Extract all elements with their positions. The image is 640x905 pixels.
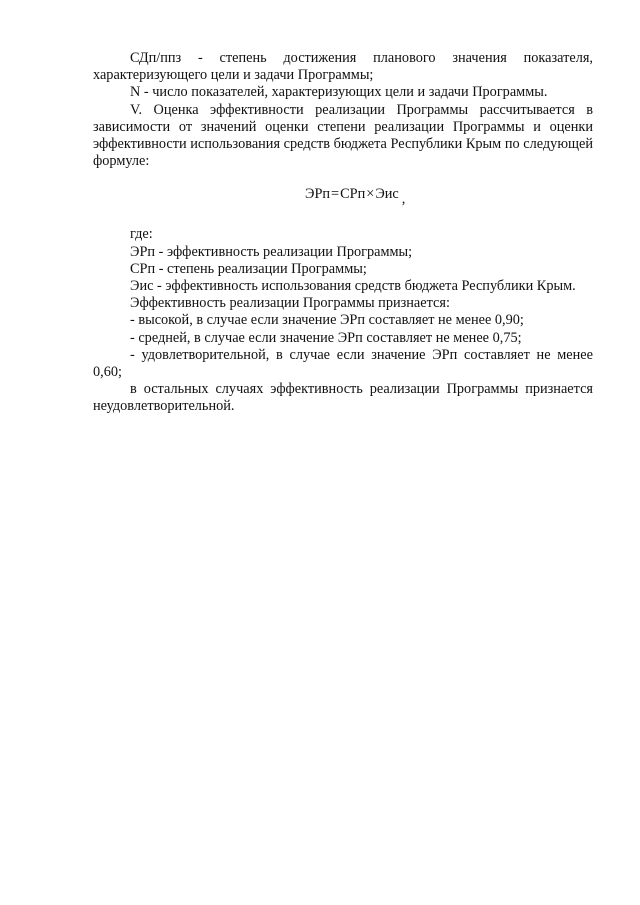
paragraph-sdp-definition: СДп/ппз - степень достижения планового значения показателя, характеризующего цели и задачи Программы; [93,50,593,84]
formula-row [93,170,593,226]
paragraph-erp-definition: ЭРп - эффективность реализации Программы; [130,243,413,260]
paragraph-unsatisfactory: в остальных случаях эффективность реализации Программы признается неудовлетворительной. [93,381,593,415]
formula-term1: СРп [340,186,366,203]
formula-equals: = [331,186,340,203]
formula-term2: Эис [375,186,399,203]
paragraph-recognized: Эффективность реализации Программы признается: [130,295,450,312]
paragraph-high: - высокой, в случае если значение ЭРп составляет не менее 0,90; [130,312,524,329]
paragraph-satisfactory: - удовлетворительной, в случае если значение ЭРп составляет не менее 0,60; [93,346,593,381]
paragraph-section-v: V. Оценка эффективности реализации Программы рассчитывается в зависимости от значений оценки степени реализации Программы и оценки эффективности использования средств бюджета Республики Крым по следующей формуле: [93,101,593,170]
document-body [93,50,593,416]
paragraph-where: где: [130,226,153,243]
paragraph-eis-definition: Эис - эффективность использования средств бюджета Республики Крым. [130,278,576,295]
formula [305,186,406,208]
paragraph-n-definition: N - число показателей, характеризующих цели и задачи Программы. [130,84,548,101]
paragraph-srp-definition: СРп - степень реализации Программы; [130,260,367,277]
formula-times: × [366,186,375,203]
formula-comma: , [401,191,406,208]
paragraph-medium: - средней, в случае если значение ЭРп составляет не менее 0,75; [130,329,522,346]
formula-lhs: ЭРп [305,186,331,203]
